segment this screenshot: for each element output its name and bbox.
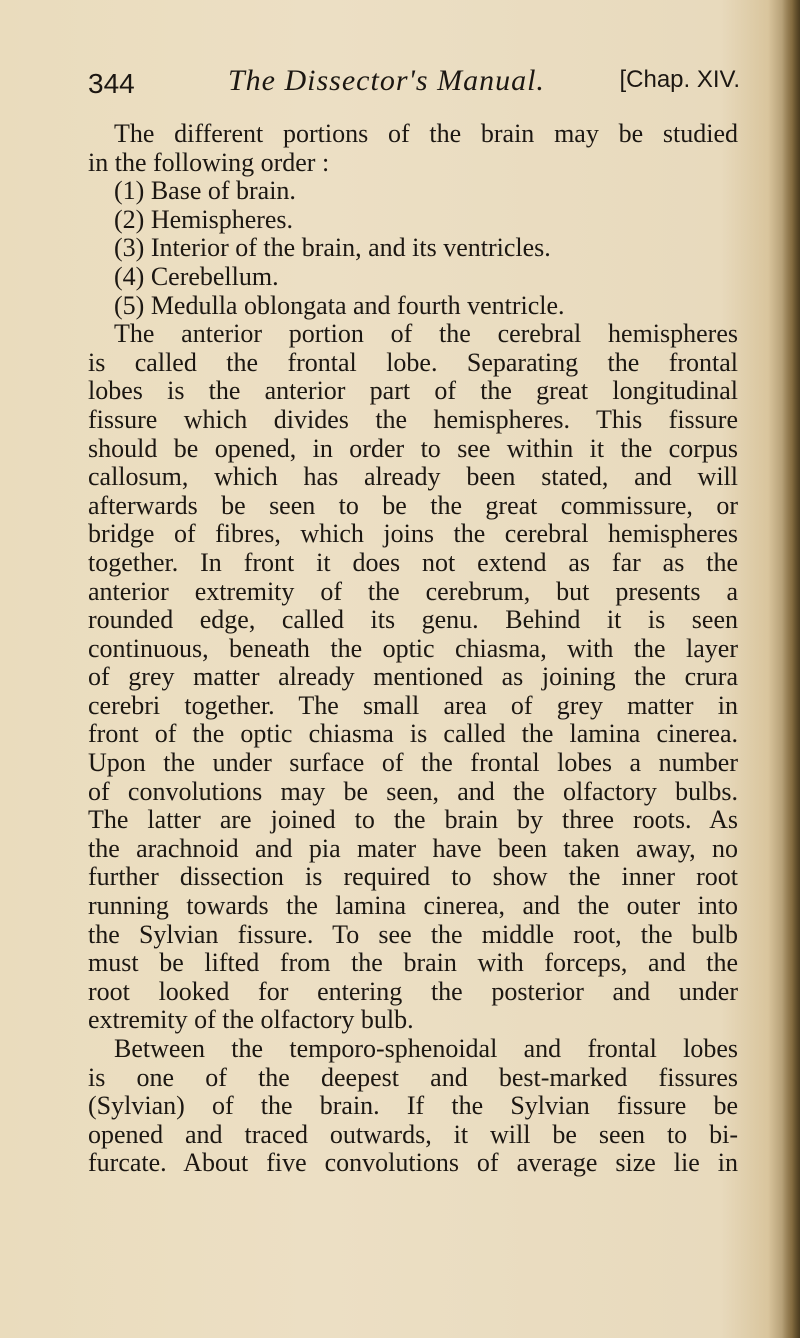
text-line: (4) Cerebellum. [114, 261, 279, 291]
text-line: in the following order : [88, 147, 330, 177]
running-header [88, 64, 740, 112]
text-line: front of the optic chiasma is called the lamina cinerea. [88, 719, 738, 749]
text-line: anterior extremity of the cerebrum, but presents a [88, 576, 738, 606]
text-line: is one of the deepest and best-marked fissures [88, 1062, 738, 1092]
text-line: fissure which divides the hemispheres. This fissure [88, 404, 738, 434]
text-line: The anterior portion of the cerebral hemispheres [114, 319, 738, 349]
text-line: extremity of the olfactory bulb. [88, 1005, 414, 1035]
text-line: continuous, beneath the optic chiasma, with the layer [88, 633, 738, 663]
chapter-label: [Chap. XIV. [619, 66, 740, 93]
text-line: The latter are joined to the brain by three roots. As [88, 805, 738, 835]
body-text [88, 120, 738, 1178]
text-line: should be opened, in order to see within it the corpus [88, 433, 738, 463]
text-line: lobes is the anterior part of the great longitudinal [88, 376, 738, 406]
running-title: The Dissector's Manual. [228, 64, 545, 97]
text-line: together. In front it does not extend as far as the [88, 547, 738, 577]
text-line: (1) Base of brain. [114, 176, 296, 206]
text-line: Upon the under surface of the frontal lobes a number [88, 748, 738, 778]
text-line: of convolutions may be seen, and the olfactory bulbs. [88, 776, 738, 806]
text-line: the Sylvian fissure. To see the middle root, the bulb [88, 919, 738, 949]
text-line: cerebri together. The small area of grey matter in [88, 690, 738, 720]
page-edge-shadow [782, 0, 800, 1338]
text-line: rounded edge, called its genu. Behind it is seen [88, 605, 738, 635]
text-line: must be lifted from the brain with forceps, and the [88, 948, 738, 978]
text-line: further dissection is required to show the inner root [88, 862, 738, 892]
text-line: (2) Hemispheres. [114, 204, 294, 234]
text-line: (5) Medulla oblongata and fourth ventricle. [114, 290, 565, 320]
text-line: callosum, which has already been stated, and will [88, 462, 738, 492]
text-line: of grey matter already mentioned as joining the crura [88, 662, 738, 692]
text-line: opened and traced outwards, it will be seen to bi- [88, 1119, 738, 1149]
text-line: afterwards be seen to be the great commissure, or [88, 490, 738, 520]
text-line: furcate. About five convolutions of average size lie in [88, 1148, 738, 1178]
text-line: root looked for entering the posterior and under [88, 976, 738, 1006]
text-line: is called the frontal lobe. Separating the frontal [88, 347, 738, 377]
text-line: (Sylvian) of the brain. If the Sylvian fissure be [88, 1091, 738, 1121]
text-line: The different portions of the brain may be studied [114, 119, 738, 148]
text-line: running towards the lamina cinerea, and the outer into [88, 891, 738, 921]
text-line: Between the temporo-sphenoidal and frontal lobes [114, 1034, 738, 1063]
page-number: 344 [88, 68, 135, 99]
text-line: the arachnoid and pia mater have been taken away, no [88, 833, 738, 863]
text-line: (3) Interior of the brain, and its ventricles. [114, 233, 551, 263]
text-line: bridge of fibres, which joins the cerebral hemispheres [88, 519, 738, 549]
